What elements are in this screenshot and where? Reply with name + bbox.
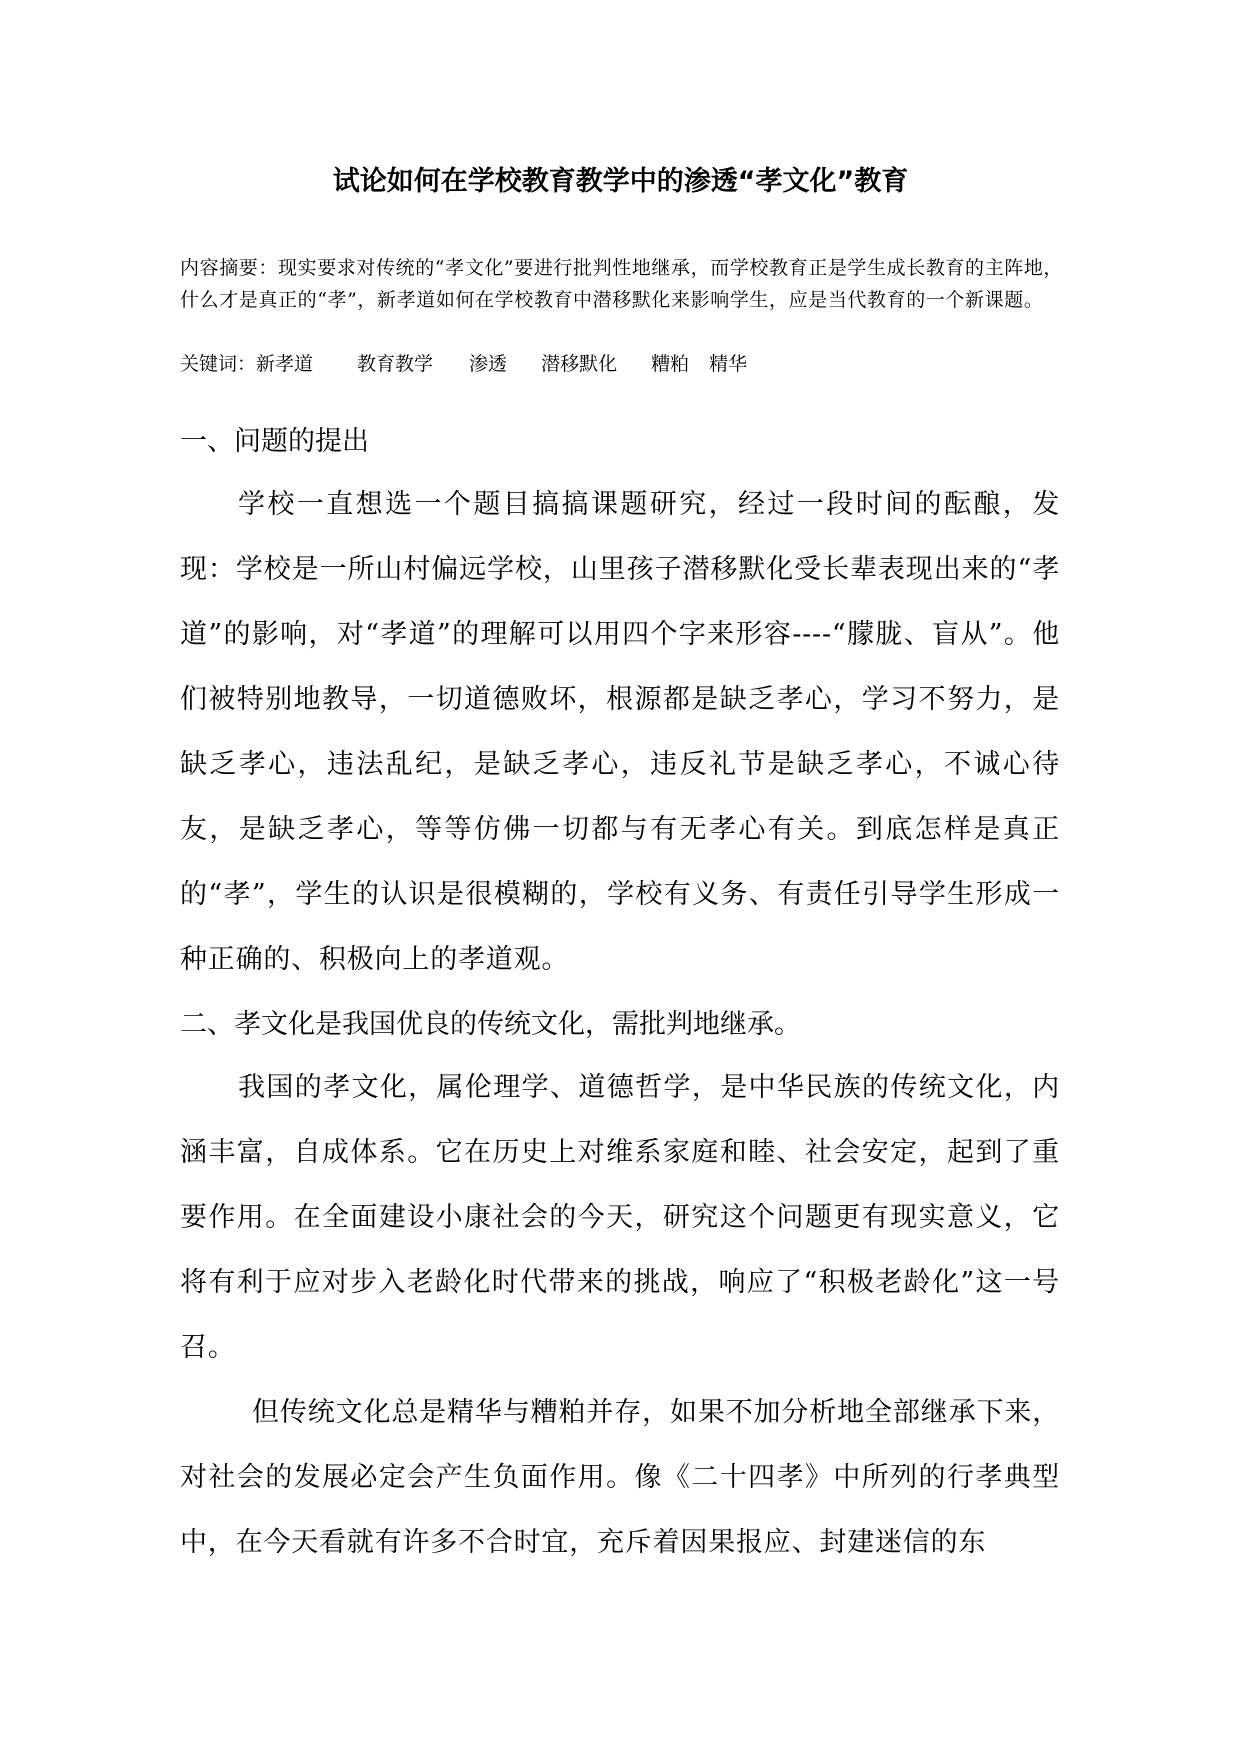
- abstract-text: 内容摘要：现实要求对传统的“孝文化”要进行批判性地继承，而学校教育正是学生成长教育的主阵地，什么才是真正的“孝”，新孝道如何在学校教育中潜移默化来影响学生，应是当代教育的一个新课题。: [180, 257, 1064, 311]
- keyword: 潜移默化: [541, 353, 618, 375]
- keyword: 教育教学: [357, 353, 434, 375]
- paragraph: 学校一直想选一个题目搞搞课题研究，经过一段时间的酝酿，发现：学校是一所山村偏远学校，山里孩子潜移默化受长辈表现出来的“孝道”的影响，对“孝道”的理解可以用四个字来形容----“朦胧、盲从”。他们被特别地教导，一切道德败坏，根源都是缺乏孝心，学习不努力，是缺乏孝心，违法乱纪，是缺乏孝心，违反礼节是缺乏孝心，不诚心待友，是缺乏孝心，等等仿佛一切都与有无孝心有关。到底怎样是真正的“孝”，学生的认识是很模糊的，学校有义务、有责任引导学生形成一种正确的、积极向上的孝道观。: [180, 489, 1060, 975]
- paragraph: 但传统文化总是精华与糟粕并存，如果不加分析地全部继承下来，对社会的发展必定会产生负面作用。像《二十四孝》中所列的行孝典型中，在今天看就有许多不合时宜，充斥着因果报应、封建迷信的东: [180, 1397, 1060, 1558]
- section-heading-2: 二、孝文化是我国优良的传统文化，需批判地继承。: [180, 1009, 801, 1040]
- keywords-label: 关键词：: [180, 353, 257, 375]
- document-title: 试论如何在学校教育教学中的渗透“孝文化”教育: [332, 166, 909, 197]
- section-heading-1: 一、问题的提出: [180, 426, 369, 457]
- paragraph: 我国的孝文化，属伦理学、道德哲学，是中华民族的传统文化，内涵丰富，自成体系。它在历史上对维系家庭和睦、社会安定，起到了重要作用。在全面建设小康社会的今天，研究这个问题更有现实意义，它将有利于应对步入老龄化时代带来的挑战，响应了“积极老龄化”这一号召。: [180, 1072, 1060, 1363]
- keyword: 精华: [709, 353, 748, 375]
- keywords-line: [180, 348, 1070, 380]
- section-2-body: [180, 1055, 1060, 1575]
- abstract: [180, 252, 1070, 316]
- section-1-body: [180, 472, 1060, 992]
- keyword: 新孝道: [256, 353, 314, 375]
- keyword: 糟粕: [651, 353, 690, 375]
- keyword: 渗透: [469, 353, 508, 375]
